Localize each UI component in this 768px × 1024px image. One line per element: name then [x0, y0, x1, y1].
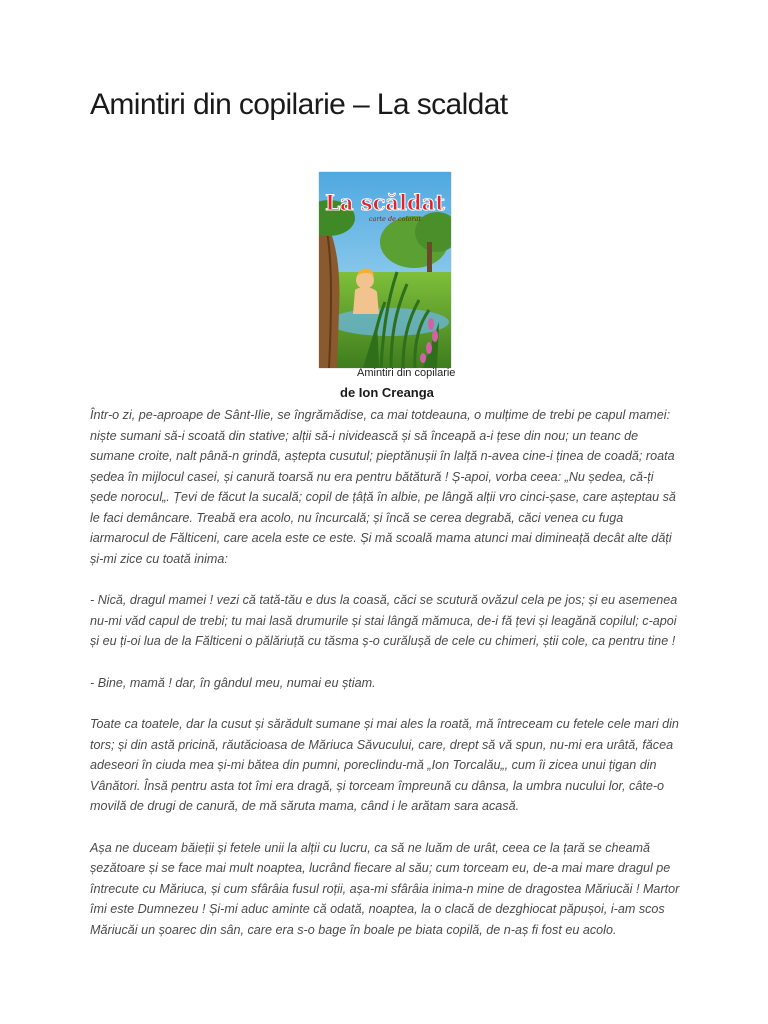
paragraph: Toate ca toatele, dar la cusut și sărădult sumane și mai ales la roată, mă întreceam cu fetele cele mari din tors; și din astă pricină, răutăcioasa de Măriuca Săvucului, care, drept să vă spun, nu-mi era urâtă, făcea adeseori în ciuda mea și-mi bătea din pumni, poreclindu-mă „Ion Torcalău„, cum îi zicea unui țigan din Vânători. Însă pentru asta tot îmi era dragă, și torceam împreună cu dânsa, la umbra nucului lor, câte-o movilă de drugi de canură, de mă săruta mama, când i le arătam sara acasă.: [90, 717, 679, 813]
paragraph: Așa ne duceam băieții și fetele unii la alții cu lucru, ca să ne luăm de urât, ceea ce la țară se cheamă șezătoare și se face mai mult noaptea, lucrând fiecare al său; cum torceam eu, de-a mai mare dragul pe întrecute cu Măriuca, și cum sfârâia fusul roții, așa-mi sfârâia inima-n mine de dragostea Măriucăi ! Martor îmi este Dumnezeu ! Și-mi aduc aminte că odată, noaptea, la o clacă de dezghiocat păpușoi, i-am scos Măriucăi un șoarec din sân, care era s-o bage în boale pe biata copilă, de n-aș fi fost eu acolo.: [90, 840, 680, 937]
story-text: [90, 405, 682, 961]
paragraph: - Bine, mamă ! dar, în gândul meu, numai eu știam.: [90, 675, 376, 690]
page-title: Amintiri din copilarie – La scaldat: [90, 88, 508, 121]
paragraph: - Nică, dragul mamei ! vezi că tată-tău e dus la coasă, căci se scutură ovăzul cela pe jos; și eu asemenea nu-mi văd capul de trebi; tu mai lasă drumurile și stai lângă mămuca, de-i fă țevi și leagănă copilul; c-apoi și eu ți-oi lua de la Fălticeni o pălăriuță cu tăsma ș-o curălușă de cele cu chimeri, știi cole, ca pentru tine !: [90, 593, 678, 648]
cover-subtitle: carte de colorat: [368, 215, 422, 223]
image-caption: Amintiri din copilarie: [357, 367, 456, 379]
book-cover-image: [319, 172, 451, 368]
author-line: de Ion Creanga: [340, 385, 434, 400]
cover-title: La scăldat: [325, 190, 445, 215]
paragraph: Într-o zi, pe-aproape de Sânt-Ilie, se îngrămădise, ca mai totdeauna, o mulțime de trebi pe capul mamei: niște sumani să-i scoată din stative; alții să-i nividească și să înceapă a-i țese din nou; un teanc de sumane croite, nalt până-n grindă, aștepta cusutul; pieptănușii în lalță n-avea cine-i ținea de coadă; roata ședea în mijlocul casei, și canură toarsă nu era pentru bătătură ! Ș-apoi, vorba ceea: „Nu ședea, că-ți șede norocul„. Țevi de făcut la sucală; copil de țâță în albie, pe lângă alții vro cinci-șase, care așteptau să le faci demâncare. Treabă era acolo, nu încurcală; și încă se cerea degrabă, căci venea cu fuga iarmarocul de Fălticeni, care acela este ce este. Și mă scoală mama atunci mai dimineață decât alte dăți și-mi zice cu toată inima:: [90, 408, 676, 566]
